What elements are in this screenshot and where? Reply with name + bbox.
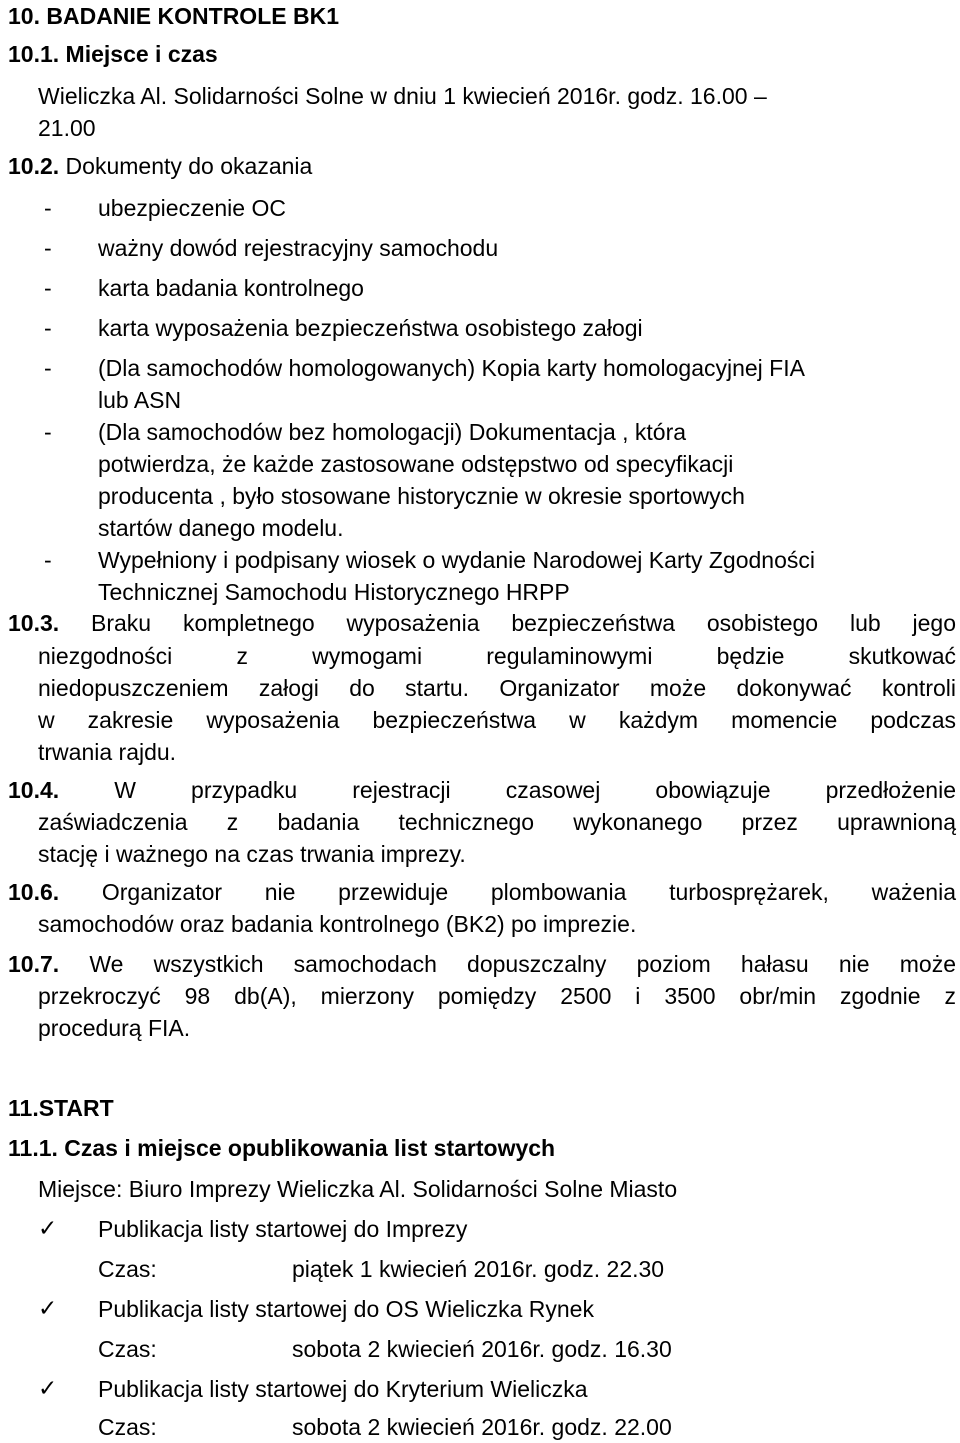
list-item: Wypełniony i podpisany wiosek o wydanie Narodowej Karty Zgodności xyxy=(98,547,815,573)
paragraph-text: Braku kompletnego wyposażenia bezpieczeństwa osobistego lub jego xyxy=(59,610,956,636)
paragraph-line: trwania rajdu. xyxy=(38,739,177,765)
section-number: 10.2. xyxy=(8,153,60,179)
paragraph-line: stację i ważnego na czas trwania imprezy. xyxy=(38,841,466,867)
paragraph-line: w zakresie wyposażenia bezpieczeństwa w każdym momencie podczas xyxy=(38,707,956,733)
section-number: 10.6. xyxy=(8,879,60,905)
paragraph-line: procedurą FIA. xyxy=(38,1015,191,1041)
list-item-continuation: producenta , było stosowane historycznie w okresie sportowych xyxy=(98,483,745,509)
list-item-continuation: potwierdza, że każde zastosowane odstępstwo od specyfikacji xyxy=(98,451,734,477)
section-number: 10.7. xyxy=(8,951,60,977)
list-item: ubezpieczenie OC xyxy=(98,195,286,221)
publication-time: sobota 2 kwiecień 2016r. godz. 16.30 xyxy=(292,1336,672,1362)
list-item-continuation: startów danego modelu. xyxy=(98,515,344,541)
list-dash: - xyxy=(44,235,52,261)
section-number: 10.4. xyxy=(8,777,60,803)
checkmark-icon: ✓ xyxy=(38,1216,58,1242)
publication-time: sobota 2 kwiecień 2016r. godz. 22.00 xyxy=(292,1414,672,1440)
list-dash: - xyxy=(44,355,52,381)
paragraph-line xyxy=(8,774,956,806)
publication-title: Publikacja listy startowej do OS Wieliczka Rynek xyxy=(98,1296,594,1322)
paragraph-line: niedopuszczeniem załogi do startu. Organizator może dokonywać kontroli xyxy=(38,675,956,701)
location-time-line-2: 21.00 xyxy=(38,115,96,141)
section-title: Dokumenty do okazania xyxy=(59,153,313,179)
publication-time: piątek 1 kwiecień 2016r. godz. 22.30 xyxy=(292,1256,665,1282)
paragraph-line: zaświadczenia z badania technicznego wykonanego przez uprawnioną xyxy=(38,809,956,835)
publication-title: Publikacja listy startowej do Imprezy xyxy=(98,1216,468,1242)
place-line: Miejsce: Biuro Imprezy Wieliczka Al. Solidarności Solne Miasto xyxy=(38,1176,678,1202)
paragraph-text: Organizator nie przewiduje plombowania turbosprężarek, ważenia xyxy=(59,879,956,905)
list-item: ważny dowód rejestracyjny samochodu xyxy=(98,235,499,261)
list-dash: - xyxy=(44,419,52,445)
list-dash: - xyxy=(44,547,52,573)
paragraph-line: niezgodności z wymogami regulaminowymi będzie skutkować xyxy=(38,643,956,669)
paragraph-line: przekroczyć 98 db(A), mierzony pomiędzy 2500 i 3500 obr/min zgodnie z xyxy=(38,983,956,1009)
paragraph-line xyxy=(8,948,956,980)
paragraph-line xyxy=(8,607,956,639)
checkmark-icon: ✓ xyxy=(38,1296,58,1322)
section-11-heading: 11.START xyxy=(8,1095,114,1121)
czas-label: Czas: xyxy=(98,1336,157,1362)
paragraph-line: samochodów oraz badania kontrolnego (BK2) po imprezie. xyxy=(38,911,637,937)
paragraph-text: W przypadku rejestracji czasowej obowiązuje przedłożenie xyxy=(59,777,956,803)
section-number: 10.3. xyxy=(8,610,60,636)
list-dash: - xyxy=(44,195,52,221)
section-10-heading: 10. BADANIE KONTROLE BK1 xyxy=(8,3,339,29)
publication-title: Publikacja listy startowej do Kryterium Wieliczka xyxy=(98,1376,588,1402)
section-10-2-heading xyxy=(8,150,312,182)
list-item: karta badania kontrolnego xyxy=(98,275,364,301)
czas-label: Czas: xyxy=(98,1256,157,1282)
list-item: (Dla samochodów bez homologacji) Dokumentacja , która xyxy=(98,419,687,445)
checkmark-icon: ✓ xyxy=(38,1376,58,1402)
paragraph-text: We wszystkich samochodach dopuszczalny poziom hałasu nie może xyxy=(59,951,956,977)
list-item: (Dla samochodów homologowanych) Kopia karty homologacyjnej FIA xyxy=(98,355,805,381)
location-time-line-1: Wieliczka Al. Solidarności Solne w dniu 1 kwiecień 2016r. godz. 16.00 – xyxy=(38,83,767,109)
section-10-1-heading: 10.1. Miejsce i czas xyxy=(8,41,218,67)
list-item: karta wyposażenia bezpieczeństwa osobistego załogi xyxy=(98,315,643,341)
list-item-continuation: lub ASN xyxy=(98,387,182,413)
paragraph-line xyxy=(8,876,956,908)
section-11-1-heading: 11.1. Czas i miejsce opublikowania list startowych xyxy=(8,1135,556,1161)
list-item-continuation: Technicznej Samochodu Historycznego HRPP xyxy=(98,579,570,605)
czas-label: Czas: xyxy=(98,1414,157,1440)
list-dash: - xyxy=(44,275,52,301)
list-dash: - xyxy=(44,315,52,341)
